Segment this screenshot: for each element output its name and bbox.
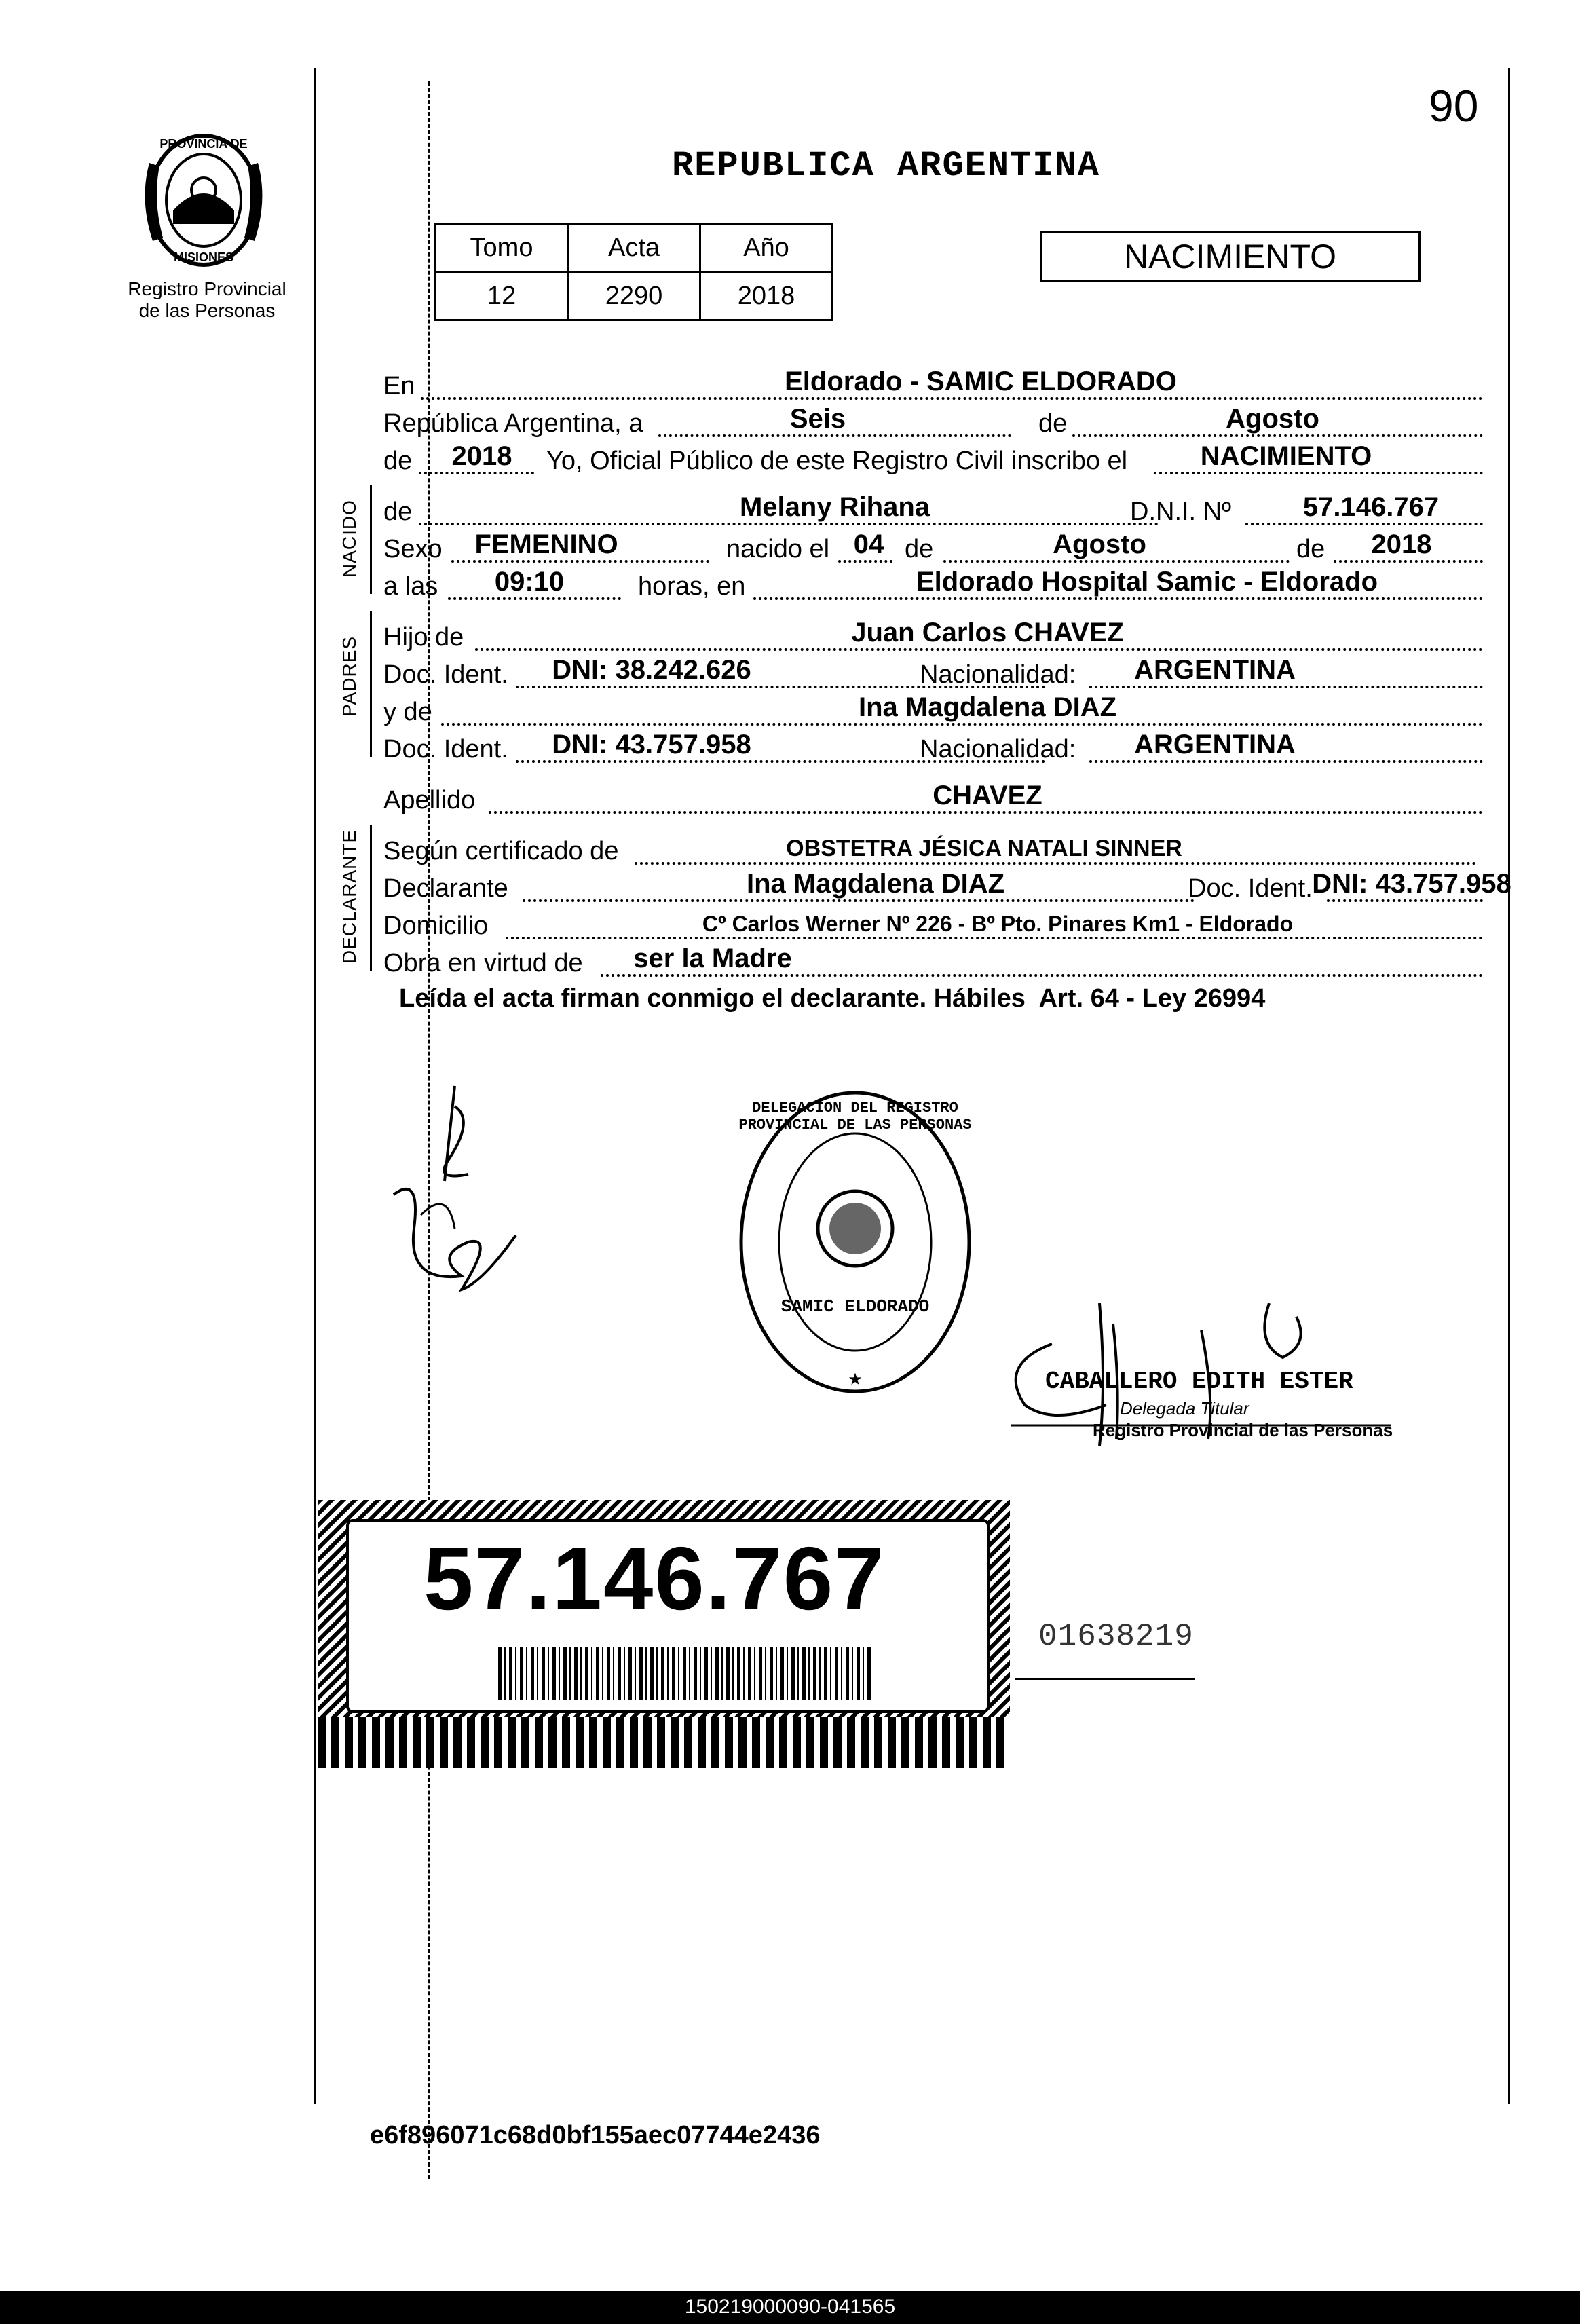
alas-label: a las (383, 572, 438, 601)
dotted-line (421, 397, 1483, 400)
dotted-line (1327, 899, 1483, 902)
apellido-label: Apellido (383, 786, 476, 814)
dotted-line (1072, 434, 1483, 437)
father-doc: DNI: 38.242.626 (552, 655, 751, 685)
birth-day: 04 (853, 529, 884, 559)
page-number: 90 (1429, 81, 1479, 131)
birth-month: Agosto (1053, 529, 1146, 559)
obra: ser la Madre (633, 943, 792, 973)
dotted-line (419, 523, 1159, 525)
year: 2018 (451, 441, 512, 471)
svg-text:★: ★ (848, 1370, 863, 1389)
row-padre (383, 614, 1483, 652)
de-label: de (1038, 409, 1068, 438)
dotted-line (838, 560, 892, 563)
registry-value-tomo: 12 (436, 272, 568, 320)
declarante: Ina Magdalena DIAZ (746, 869, 1005, 899)
obra-label: Obra en virtud de (383, 949, 583, 977)
birth-time: 09:10 (494, 567, 565, 597)
padres-bracket (370, 611, 372, 757)
dotted-line (1245, 523, 1483, 525)
domicilio: Cº Carlos Werner Nº 226 - Bº Pto. Pinares Km1 - Eldorado (702, 912, 1294, 936)
mother-name: Ina Magdalena DIAZ (858, 692, 1117, 722)
registry-header-anio: Año (700, 224, 833, 272)
sexo: FEMENINO (474, 529, 618, 559)
registry-table (434, 223, 833, 321)
child-name: Melany Rihana (739, 492, 930, 522)
row-en (383, 363, 1483, 401)
registry-value-acta: 2290 (568, 272, 700, 320)
birth-year: 2018 (1371, 529, 1432, 559)
seal-inner-text: SAMIC ELDORADO (780, 1296, 930, 1317)
side-label-padres: PADRES (339, 635, 360, 717)
barcode (498, 1647, 871, 1700)
yde-label: y de (383, 698, 432, 726)
right-margin-line (1508, 68, 1510, 2104)
en-label: En (383, 372, 415, 400)
page-title: REPUBLICA ARGENTINA (672, 146, 1100, 186)
nacionalidad-label: Nacionalidad: (920, 660, 1076, 689)
document-hash: e6f896071c68d0bf155aec07744e2436 (370, 2121, 821, 2150)
horas-label: horas, en (638, 572, 746, 601)
svg-text:PROVINCIA DE: PROVINCIA DE (159, 137, 248, 151)
row-apellido (383, 777, 1483, 815)
dotted-line (943, 560, 1290, 563)
row-sexo (383, 526, 1483, 564)
row-nombre (383, 489, 1483, 527)
dotted-line (1334, 560, 1483, 563)
birth-de2: de (1296, 535, 1325, 563)
declarant-signature (380, 1079, 543, 1324)
dotted-line (419, 472, 534, 474)
dotted-line (658, 434, 1011, 437)
dni-label: D.N.I. Nº (1130, 498, 1231, 526)
father-name: Juan Carlos CHAVEZ (851, 618, 1124, 648)
footer-code: 150219000090-041565 (684, 2295, 896, 2318)
dotted-line (601, 974, 1483, 977)
row-madre-doc (383, 726, 1483, 764)
row-madre (383, 689, 1483, 727)
nacido-label: nacido el (726, 535, 830, 563)
sticker-bottom-band (318, 1717, 1010, 1768)
province-emblem (136, 122, 271, 271)
seal-outer-text: DELEGACION DEL REGISTRO PROVINCIAL DE LAS PERSONAS (738, 1100, 972, 1133)
month: Agosto (1226, 404, 1319, 434)
row-obra (383, 940, 1483, 978)
officer-name: CABALLERO EDITH ESTER (1045, 1368, 1353, 1395)
dotted-line (635, 862, 1476, 865)
mother-nationality: ARGENTINA (1134, 730, 1296, 760)
dni-sticker (318, 1500, 1010, 1768)
declarante-bracket (370, 825, 372, 971)
dotted-line (451, 560, 709, 563)
year-label: de (383, 447, 413, 475)
doc-ident-label-2: Doc. Ident. (383, 735, 508, 764)
dotted-line (1154, 472, 1483, 474)
sexo-label: Sexo (383, 535, 443, 563)
sticker-inner (346, 1519, 990, 1713)
serial-number: 01638219 (1038, 1619, 1194, 1654)
footer-bar (0, 2291, 1580, 2324)
registry-header-tomo: Tomo (436, 224, 568, 272)
dotted-line (489, 811, 1483, 814)
birth-de1: de (905, 535, 934, 563)
row-fecha (383, 400, 1483, 438)
day-word: Seis (789, 404, 846, 434)
dotted-line (441, 723, 1483, 726)
certificado: OBSTETRA JÉSICA NATALI SINNER (786, 836, 1182, 861)
side-label-declarante: DECLARANTE (339, 829, 360, 964)
oficial-text: Yo, Oficial Público de este Registro Civil inscribo el (546, 447, 1128, 475)
hijo-label: Hijo de (383, 623, 464, 652)
province-emblem-icon (136, 122, 271, 271)
closing-text: Leída el acta firman conmigo el declarante. Hábiles Art. 64 - Ley 26994 (399, 984, 1266, 1013)
declarante-doc-label: Doc. Ident. (1188, 874, 1313, 903)
dotted-line (506, 937, 1483, 939)
officer-office: Registro Provincial de las Personas (1093, 1420, 1393, 1440)
doc-ident-label: Doc. Ident. (383, 660, 508, 689)
dotted-line (753, 597, 1483, 600)
nacido-bracket (370, 485, 372, 594)
officer-stamp (998, 1303, 1398, 1459)
birth-place: Eldorado Hospital Samic - Eldorado (916, 567, 1378, 597)
svg-text:MISIONES: MISIONES (173, 250, 234, 264)
father-nationality: ARGENTINA (1134, 655, 1296, 685)
emblem-caption-2: de las Personas (138, 300, 276, 321)
row-declarante (383, 865, 1511, 903)
row-oficial (383, 438, 1483, 476)
declarante-label: Declarante (383, 874, 508, 903)
apellido: CHAVEZ (933, 781, 1042, 810)
serial-underline (1015, 1678, 1195, 1680)
registry-value-anio: 2018 (700, 272, 833, 320)
registry-header-acta: Acta (568, 224, 700, 272)
dotted-line (475, 648, 1483, 651)
declarante-doc: DNI: 43.757.958 (1312, 869, 1511, 899)
inscription-type: NACIMIENTO (1200, 441, 1372, 471)
domicilio-label: Domicilio (383, 912, 489, 940)
row-padre-doc (383, 652, 1483, 690)
emblem-caption-1: Registro Provincial (128, 278, 286, 299)
row-certificado (383, 828, 1483, 866)
officer-role: Delegada Titular (1120, 1398, 1249, 1419)
side-label-nacido: NACIDO (339, 500, 360, 578)
sticker-number: 57.146.767 (424, 1529, 886, 1628)
child-dni: 57.146.767 (1302, 492, 1440, 522)
dotted-line (1089, 686, 1483, 688)
dotted-line (1089, 760, 1483, 763)
left-margin-line (314, 68, 316, 2104)
child-de-label: de (383, 498, 413, 526)
nacionalidad-label-2: Nacionalidad: (920, 735, 1076, 764)
rep-label: República Argentina, a (383, 409, 643, 438)
official-seal (733, 1086, 977, 1398)
row-domicilio (383, 903, 1483, 941)
certificado-label: Según certificado de (383, 837, 619, 865)
mother-doc: DNI: 43.757.958 (552, 730, 751, 760)
dotted-line (523, 899, 1195, 902)
dotted-line (448, 597, 621, 600)
doc-type-box: NACIMIENTO (1040, 231, 1421, 282)
en-value: Eldorado - SAMIC ELDORADO (785, 367, 1177, 396)
row-hora (383, 563, 1483, 601)
